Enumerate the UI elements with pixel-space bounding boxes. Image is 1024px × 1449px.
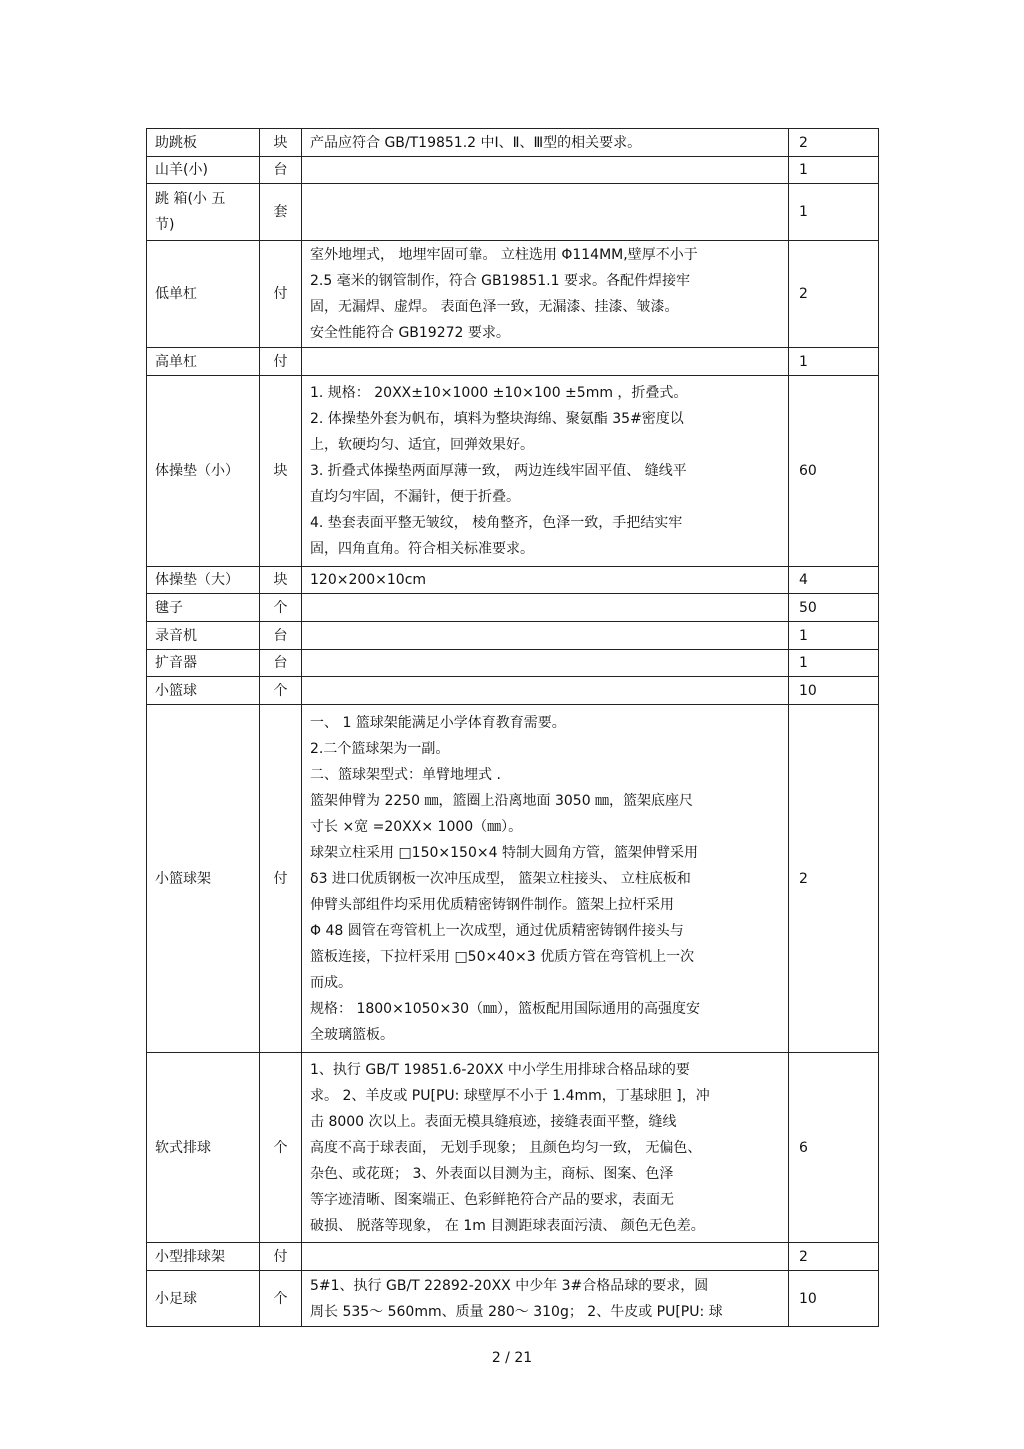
- item-name: 小篮球架: [147, 705, 260, 1053]
- table-row: [147, 1243, 879, 1271]
- item-qty: 1: [789, 650, 879, 677]
- desc-line: δ3 进口优质钢板一次冲压成型， 篮架立柱接头、 立柱底板和: [310, 870, 691, 887]
- table-row: [147, 650, 879, 677]
- item-name: 小型排球架: [147, 1243, 260, 1271]
- desc-line: 高度不高于球表面， 无划手现象； 且颜色均匀一致， 无偏色、: [310, 1139, 702, 1156]
- desc-line: 120×200×10cm: [310, 572, 427, 588]
- desc-line: 产品应符合 GB/T19851.2 中Ⅰ、Ⅱ、Ⅲ型的相关要求。: [310, 134, 642, 151]
- desc-line: 击 8000 次以上。表面无模具缝痕迹，接缝表面平整，缝线: [310, 1113, 677, 1130]
- desc-line: 1. 规格： 20XX±10×1000 ±10×100 ±5mm ，折叠式。: [310, 385, 688, 401]
- table-row: [147, 1271, 879, 1327]
- item-unit: 台: [260, 157, 302, 184]
- item-desc: [302, 567, 789, 594]
- desc-line: 安全性能符合 GB19272 要求。: [310, 325, 510, 341]
- item-unit: 个: [260, 677, 302, 705]
- item-desc: [302, 157, 789, 184]
- table-row: [147, 567, 879, 594]
- item-desc: [302, 622, 789, 650]
- item-name: 体操垫（小）: [147, 376, 260, 567]
- item-qty: 6: [789, 1053, 879, 1243]
- item-name: 助跳板: [147, 129, 260, 157]
- desc-line: 一、 1 篮球架能满足小学体育教育需要。: [310, 714, 566, 731]
- item-desc: [302, 241, 789, 348]
- desc-line: 固，四角直角。符合相关标准要求。: [310, 541, 534, 557]
- item-qty: 1: [789, 157, 879, 184]
- item-desc: [302, 1053, 789, 1243]
- item-name: [147, 184, 260, 241]
- desc-line: 篮架伸臂为 2250 ㎜，篮圈上沿离地面 3050 ㎜，篮架底座尺: [310, 792, 694, 809]
- desc-line: 全玻璃篮板。: [310, 1026, 394, 1043]
- item-unit: 台: [260, 650, 302, 677]
- desc-line: 2. 体操垫外套为帆布，填料为整块海绵、聚氨酯 35#密度以: [310, 411, 684, 427]
- item-qty: 2: [789, 1243, 879, 1271]
- item-desc: [302, 376, 789, 567]
- table-row: [147, 184, 879, 241]
- item-desc: [302, 1271, 789, 1327]
- desc-line: 2.5 毫米的钢管制作，符合 GB19851.1 要求。各配件焊接牢: [310, 273, 690, 289]
- page-number: 2 / 21: [491, 1350, 533, 1366]
- desc-line: 周长 535～ 560mm、质量 280～ 310g； 2、牛皮或 PU[PU: 球: [310, 1303, 723, 1320]
- item-name-line: 跳 箱(小 五: [155, 191, 226, 207]
- desc-line: 4. 垫套表面平整无皱纹， 棱角整齐，色泽一致，手把结实牢: [310, 515, 683, 531]
- desc-line: 1、执行 GB/T 19851.6-20XX 中小学生用排球合格品球的要: [310, 1061, 690, 1078]
- item-unit: 个: [260, 1053, 302, 1243]
- item-qty: 10: [789, 1271, 879, 1327]
- table-row: [147, 348, 879, 376]
- desc-line: 3. 折叠式体操垫两面厚薄一致， 两边连线牢固平值、 缝线平: [310, 463, 687, 479]
- item-name: 山羊(小): [147, 157, 260, 184]
- desc-line: 篮板连接，下拉杆采用 □50×40×3 优质方管在弯管机上一次: [310, 948, 695, 965]
- desc-line: 破损、 脱落等现象， 在 1m 目测距球表面污渍、 颜色无色差。: [310, 1217, 705, 1234]
- item-desc: [302, 348, 789, 376]
- item-desc: [302, 1243, 789, 1271]
- table-row: [147, 241, 879, 348]
- desc-line: Φ 48 圆管在弯管机上一次成型，通过优质精密铸钢件接头与: [310, 922, 684, 939]
- item-desc: [302, 650, 789, 677]
- item-unit: 块: [260, 376, 302, 567]
- item-qty: 2: [789, 705, 879, 1053]
- desc-line: 求。 2、羊皮或 PU[PU: 球壁厚不小于 1.4mm，丁基球胆 ]，冲: [310, 1087, 710, 1104]
- item-desc: [302, 705, 789, 1053]
- desc-line: 寸长 ×宽 =20XX× 1000（㎜）。: [310, 818, 523, 835]
- desc-line: 2.二个篮球架为一副。: [310, 740, 450, 757]
- desc-line: 规格： 1800×1050×30（㎜），篮板配用国际通用的高强度安: [310, 1000, 700, 1017]
- item-qty: 50: [789, 594, 879, 622]
- desc-line: 固，无漏焊、虚焊。 表面色泽一致，无漏漆、挂漆、皱漆。: [310, 299, 679, 315]
- table-row: [147, 594, 879, 622]
- item-name: 体操垫（大）: [147, 567, 260, 594]
- item-unit: 付: [260, 1243, 302, 1271]
- item-qty: 1: [789, 622, 879, 650]
- item-qty: 2: [789, 129, 879, 157]
- item-desc: [302, 677, 789, 705]
- item-qty: 4: [789, 567, 879, 594]
- desc-line: 二、篮球架型式：单臂地埋式 .: [310, 766, 501, 783]
- item-unit: 台: [260, 622, 302, 650]
- item-name: 低单杠: [147, 241, 260, 348]
- item-name: 小足球: [147, 1271, 260, 1327]
- item-qty: 2: [789, 241, 879, 348]
- item-unit: 块: [260, 129, 302, 157]
- equipment-spec-table: [146, 128, 879, 1327]
- item-name: 高单杠: [147, 348, 260, 376]
- desc-line: 伸臂头部组件均采用优质精密铸钢件制作。篮架上拉杆采用: [310, 896, 674, 913]
- desc-line: 上，软硬均匀、适宜，回弹效果好。: [310, 437, 534, 453]
- desc-line: 5#1、执行 GB/T 22892-20XX 中少年 3#合格品球的要求，圆: [310, 1277, 709, 1294]
- table-row: [147, 677, 879, 705]
- desc-line: 而成。: [310, 974, 352, 991]
- item-name: 毽子: [147, 594, 260, 622]
- item-unit: 付: [260, 241, 302, 348]
- desc-line: 等字迹清晰、图案端正、色彩鲜艳符合产品的要求，表面无: [310, 1191, 674, 1208]
- item-desc: [302, 129, 789, 157]
- item-name: 软式排球: [147, 1053, 260, 1243]
- desc-line: 直均匀牢固，不漏针，便于折叠。: [310, 489, 520, 505]
- item-name: 录音机: [147, 622, 260, 650]
- desc-line: 球架立柱采用 □150×150×4 特制大圆角方管，篮架伸臂采用: [310, 844, 698, 861]
- item-desc: [302, 184, 789, 241]
- table-row: [147, 157, 879, 184]
- table-row: [147, 705, 879, 1053]
- item-qty: 60: [789, 376, 879, 567]
- item-unit: 套: [260, 184, 302, 241]
- item-name: 小篮球: [147, 677, 260, 705]
- desc-line: 室外地埋式， 地埋牢固可靠。 立柱选用 Φ114MM,壁厚不小于: [310, 247, 698, 263]
- item-name-line: 节): [155, 217, 175, 233]
- table-row: [147, 129, 879, 157]
- item-qty: 10: [789, 677, 879, 705]
- table-row: [147, 622, 879, 650]
- item-unit: 块: [260, 567, 302, 594]
- desc-line: 杂色、或花斑； 3、外表面以目测为主，商标、图案、色泽: [310, 1165, 674, 1182]
- table-row: [147, 376, 879, 567]
- item-qty: 1: [789, 348, 879, 376]
- item-desc: [302, 594, 789, 622]
- item-unit: 个: [260, 1271, 302, 1327]
- table-row: [147, 1053, 879, 1243]
- item-unit: 个: [260, 594, 302, 622]
- item-qty: 1: [789, 184, 879, 241]
- item-unit: 付: [260, 705, 302, 1053]
- item-unit: 付: [260, 348, 302, 376]
- item-name: 扩音器: [147, 650, 260, 677]
